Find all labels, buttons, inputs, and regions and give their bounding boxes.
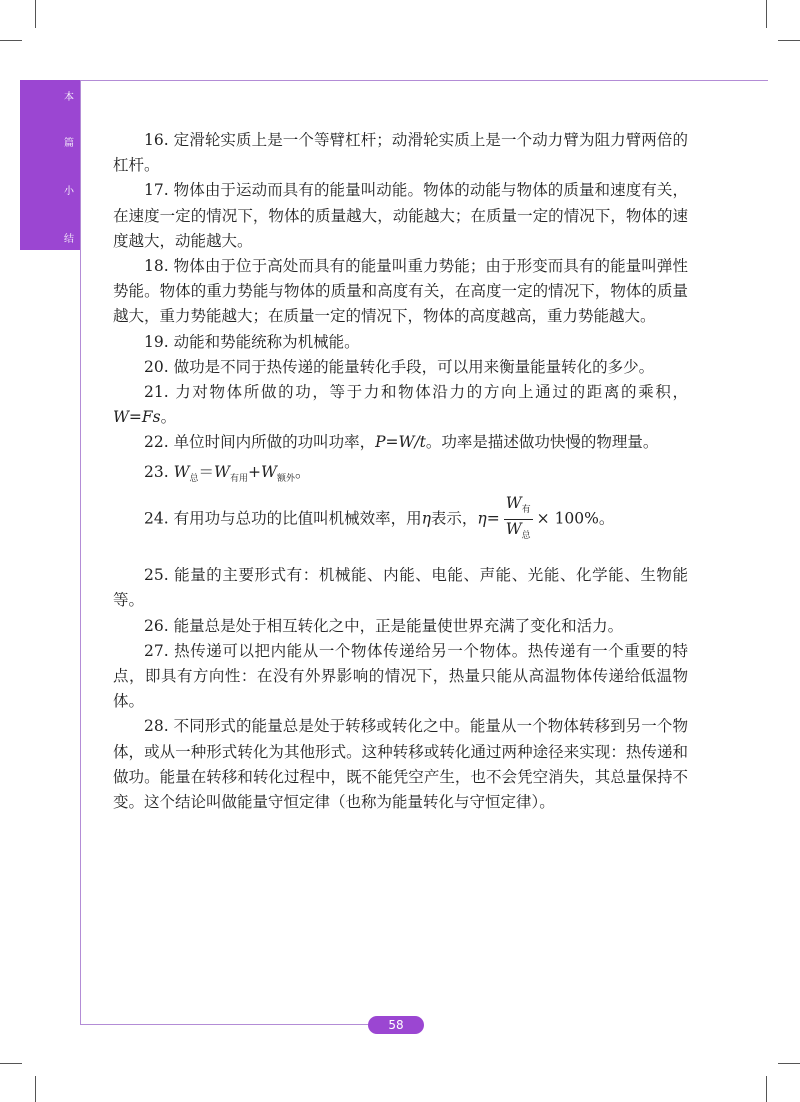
crop-mark (778, 40, 800, 41)
crop-mark (0, 1063, 22, 1064)
left-rule (80, 80, 81, 1025)
paragraph-27: 27. 热传递可以把内能从一个物体传递给另一个物体。热传递有一个重要的特点，即具有方向性：在没有外界影响的情况下，热量只能从高温物体传递给低温物体。 (113, 641, 688, 711)
paragraph-22 (113, 430, 688, 455)
formula-plus: + (248, 462, 261, 481)
section-tab (20, 80, 80, 250)
paragraph-16: 16. 定滑轮实质上是一个等臂杠杆；动滑轮实质上是一个动力臂为阻力臂两倍的杠杆。 (113, 131, 688, 175)
numerator-w: W (505, 493, 522, 512)
section-tab-char: 本 (64, 92, 74, 103)
bottom-rule (80, 1024, 380, 1025)
crop-mark (35, 0, 36, 28)
paragraph-24 (113, 494, 688, 545)
paragraph-26: 26. 能量总是处于相互转化之中，正是能量使世界充满了变化和活力。 (144, 616, 624, 635)
formula-equals: ＝ (198, 462, 215, 481)
formula-w-total: W (173, 462, 190, 481)
eta-symbol: η (421, 509, 431, 528)
paragraph-20: 20. 做功是不同于热传递的能量转化手段，可以用来衡量能量转化的多少。 (144, 357, 655, 376)
denominator-w: W (505, 520, 522, 539)
crop-mark (0, 40, 22, 41)
crop-mark (35, 1076, 36, 1102)
section-tab-char: 结 (64, 234, 74, 245)
paragraph-23 (113, 460, 688, 492)
crop-mark (766, 0, 767, 28)
fraction-denominator (504, 520, 533, 545)
subscript-extra: 额外 (276, 473, 295, 484)
efficiency-fraction (504, 494, 533, 545)
fraction-numerator (504, 494, 533, 520)
numerator-subscript: 有 (521, 505, 531, 516)
work-formula: W=Fs (113, 408, 161, 427)
denominator-subscript: 总 (521, 531, 531, 542)
crop-mark (778, 1063, 800, 1064)
paragraph-23-num: 23. (144, 462, 174, 481)
paragraph-25: 25. 能量的主要形式有：机械能、内能、电能、声能、光能、化学能、生物能等。 (113, 566, 688, 610)
paragraph-21-end: 。 (160, 408, 177, 427)
paragraph-28: 28. 不同形式的能量总是处于转移或转化之中。能量从一个物体转移到另一个物体，或从一种形式转化为其他形式。这种转移或转化通过两种途径来实现：热传递和做功。能量在转移和转化过程中，既不能凭空产生，也不会凭空消失，其总量保持不变。这个结论叫做能量守恒定律（也称为能量转化与守恒定律）。 (113, 717, 688, 811)
section-tab-char: 篇 (64, 138, 74, 149)
paragraph-18: 18. 物体由于位于高处而具有的能量叫重力势能；由于形变而具有的能量叫弹性势能。物体的重力势能与物体的质量和高度有关，在高度一定的情况下，物体的质量越大，重力势能越大；在质量一定的情况下，物体的高度越高，重力势能越大。 (113, 257, 688, 326)
power-formula: P=W/t (375, 433, 426, 452)
formula-w-extra: W (261, 462, 277, 481)
eta-symbol-formula: η (477, 509, 487, 528)
paragraph-21-text: 21. 力对物体所做的功，等于力和物体沿力的方向上通过的距离的乘积， (144, 383, 688, 402)
subscript-useful: 有用 (229, 473, 248, 484)
paragraph-22-text: 22. 单位时间内所做的功叫功率， (144, 433, 376, 452)
crop-mark (766, 1076, 767, 1102)
page-number: 58 (368, 1016, 424, 1034)
summary-content (113, 128, 688, 815)
top-rule (80, 80, 768, 81)
formula-equals: = (486, 509, 500, 528)
paragraph-24-mid: 表示， (430, 509, 478, 528)
paragraph-21 (113, 380, 688, 430)
paragraph-24-text: 24. 有用功与总功的比值叫机械效率，用 (144, 509, 422, 528)
formula-w-useful: W (214, 462, 230, 481)
percent-tail: × 100%。 (536, 509, 615, 528)
section-tab-char: 小 (64, 186, 74, 197)
paragraph-17: 17. 物体由于运动而具有的能量叫动能。物体的动能与物体的质量和速度有关，在速度一定的情况下，物体的质量越大，动能越大；在质量一定的情况下，物体的速度越大，动能越大。 (113, 181, 688, 250)
paragraph-19: 19. 动能和势能统称为机械能。 (144, 332, 360, 351)
subscript-total: 总 (189, 473, 199, 484)
paragraph-22-end: 。功率是描述做功快慢的物理量。 (425, 433, 659, 452)
paragraph-23-end: 。 (294, 462, 311, 481)
